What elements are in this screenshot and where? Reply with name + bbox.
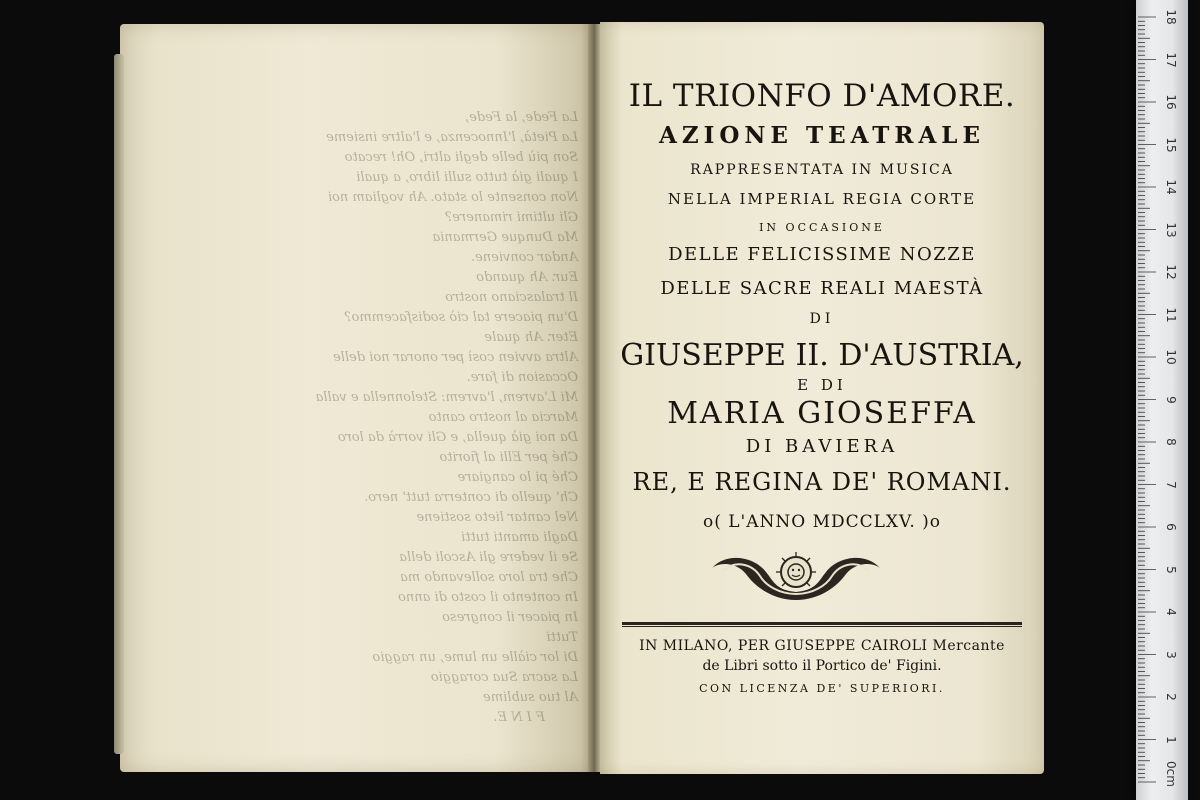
title-line: RE, E REGINA DE' ROMANI. <box>632 468 1012 496</box>
ruler-number: 13 <box>1164 221 1178 238</box>
ruler-number: 1 <box>1164 735 1178 744</box>
ruler-number: 15 <box>1164 136 1178 153</box>
show-through-text: La Fede, la Fede, La Pietà, l'Innocenza, e l'altre insieme Son più belle degli altri, Oh! recato I quali già tutto sulli libro, a quali Non consente lo stato. Ah vogliam noi Gli ultimi rimanere? Ma Dunque Germania Andar conviene. Eur. Ah quando Il tralasciano nostro D'un piacere tal ciò sodisfacemmo? Eter. Ah quale Altra avvien così per onorar noi delle Occasion di fare. Mi L'avrem, l'avrem: Stelonnella e valla Marcia al nostro canto Da noi già quella, e Gli vorrà da loro Ché per Elli al fiorito Ché pi lo cangiare Ch' quello di conterra tutt' nero. Nel cantar lieto sostiene Dagli amanti tutti Se il vedere gli Ascoli della Che tra loro sollevando ma In contento il costo di anno In piacer il congreso Tutti Di lor ciàlle un lume, un raggio La sacra Sua coraggio Al tuo sublime F I N E. <box>315 110 578 725</box>
divider-rule <box>622 622 1022 625</box>
ruler-number: 4 <box>1164 608 1178 616</box>
book-subtitle: AZIONE TEATRALE <box>658 122 985 149</box>
ruler-number: 14 <box>1164 179 1178 195</box>
title-line: DELLE SACRE REALI MAESTÀ <box>660 278 984 299</box>
imprint-line: IN MILANO, PER GIUSEPPE CAIROLI Mercante <box>639 638 1005 654</box>
book-title: IL TRIONFO D'AMORE. <box>628 78 1016 114</box>
ruler-number: 7 <box>1164 480 1178 489</box>
imprint-line: CON LICENZA DE' SUPERIORI. <box>699 682 945 695</box>
imprint-line: de Libri sotto il Portico de' Figini. <box>702 658 942 674</box>
ruler-number: 5 <box>1164 565 1178 574</box>
ruler-number: 0cm <box>1164 761 1178 787</box>
empress-name: MARIA GIOSEFFA <box>667 396 977 431</box>
ruler-ticks <box>1136 0 1188 800</box>
divider-rule <box>622 626 1022 627</box>
title-line: DI <box>809 311 835 327</box>
left-page <box>120 24 590 772</box>
sun-ornament-icon <box>706 546 886 602</box>
title-line: RAPPRESENTATA IN MUSICA <box>690 162 954 178</box>
title-page <box>600 22 1044 774</box>
ruler-number: 10 <box>1164 349 1178 365</box>
title-line: IN OCCASIONE <box>759 221 885 234</box>
ruler-number: 17 <box>1164 51 1178 68</box>
ruler-number: 12 <box>1164 264 1178 280</box>
ruler-number: 9 <box>1164 395 1178 404</box>
ruler-number: 6 <box>1164 523 1178 531</box>
page-edge <box>114 54 124 754</box>
publication-year: o( L'ANNO MDCCLXV. )o <box>702 512 942 532</box>
title-line: DI BAVIERA <box>745 436 899 457</box>
emperor-name: GIUSEPPE II. D'AUSTRIA, <box>620 338 1024 373</box>
ruler-number: 8 <box>1164 438 1178 446</box>
ruler-number: 2 <box>1164 693 1178 701</box>
title-line: E DI <box>797 376 847 394</box>
measuring-ruler <box>1136 0 1188 800</box>
title-line: NELLA IMPERIAL REGIA CORTE <box>667 190 977 208</box>
open-book <box>112 18 1048 778</box>
ruler-number: 16 <box>1164 94 1178 110</box>
title-line: DELLE FELICISSIME NOZZE <box>668 244 976 265</box>
ruler-number: 11 <box>1164 306 1178 323</box>
ruler-number: 18 <box>1164 9 1178 25</box>
ruler-number: 3 <box>1164 650 1178 659</box>
